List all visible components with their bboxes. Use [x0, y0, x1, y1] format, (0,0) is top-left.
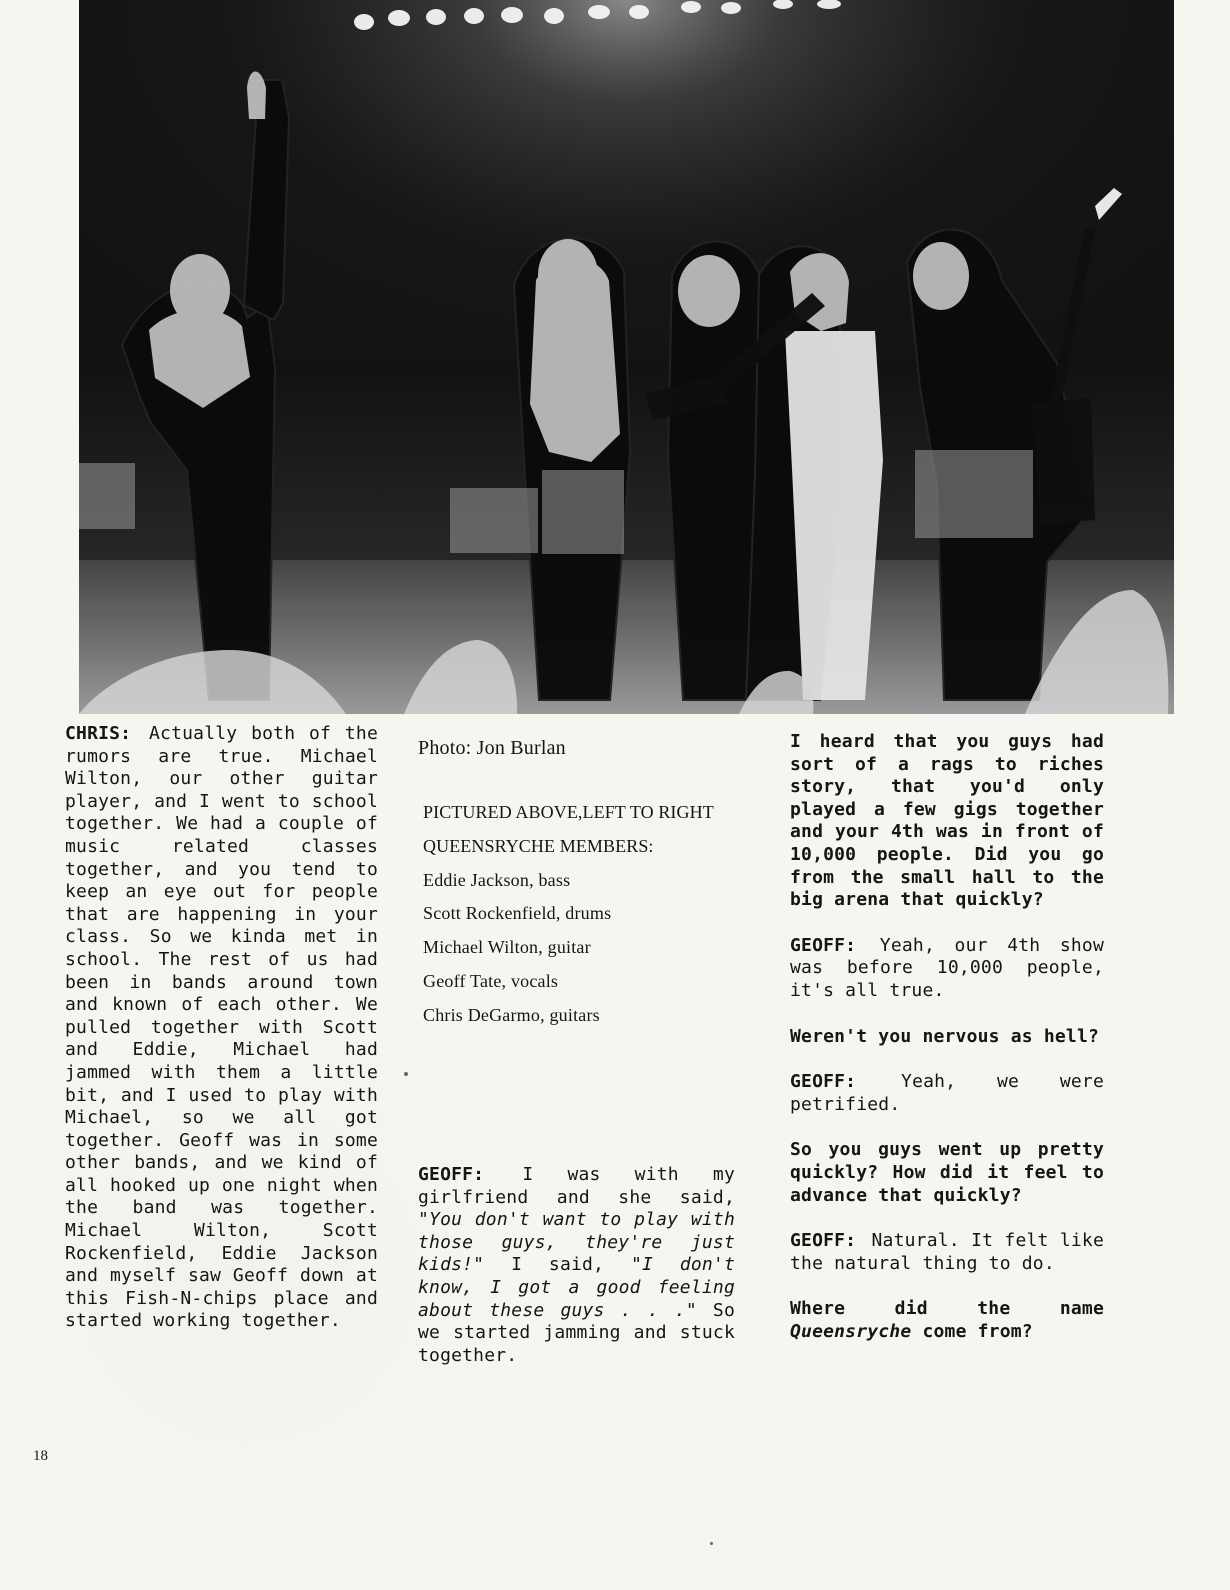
question-4 — [790, 1298, 1104, 1343]
caption-heading: PICTURED ABOVE,LEFT TO RIGHT — [423, 802, 714, 822]
question-1: I heard that you guys had sort of a rags to riches story, that you'd only played a few gigs together and your 4th was in front of 10,000 people. Did you go from the small hall to the big arena that quickly? — [790, 731, 1104, 911]
caption-member-4: Geoff Tate, vocals — [423, 970, 559, 991]
caption-member-3: Michael Wilton, guitar — [423, 937, 591, 958]
geoff-story-paragraph — [418, 1164, 735, 1367]
question-4-suffix: come from? — [922, 1320, 1033, 1342]
question-4-name: Queensryche — [790, 1320, 912, 1342]
page-number: 18 — [33, 1448, 48, 1464]
geoff-story-intro: I was with my girlfriend and she said, — [418, 1164, 735, 1208]
speck-mark-1 — [404, 1072, 408, 1076]
answer-2-text: Yeah, we were petrified. — [790, 1071, 1105, 1115]
caption-subheading: QUEENSRYCHE MEMBERS: — [423, 835, 654, 856]
photo-credit-block — [418, 736, 733, 760]
answer-3 — [790, 1230, 1104, 1275]
band-photo — [79, 0, 1174, 714]
answer-3-text: Natural. It felt like the natural thing to do. — [790, 1230, 1104, 1274]
geoff-story-quote-2: "I don't know, I got a good feeling about these guys . . ." — [418, 1254, 736, 1321]
geoff-story-bridge: I said, — [511, 1254, 605, 1276]
right-column — [790, 731, 1104, 1343]
question-2: Weren't you nervous as hell? — [790, 1025, 1100, 1047]
answer-3-speaker: GEOFF: — [790, 1230, 857, 1252]
speck-mark-2 — [710, 1542, 713, 1545]
caption-block — [423, 796, 753, 1033]
middle-column — [418, 1164, 735, 1367]
chris-answer-text: Actually both of the rumors are true. Michael Wilton, our other guitar player, and I went to school together. We had a couple of music related classes together, and you tend to keep an eye out for people that are happening in your class. So we kinda met in school. The rest of us had been in bands around town and known of each other. We pulled together with Scott and Eddie, Michael had jammed with them a little bit, and I used to play with Michael, so we all got together. Geoff was in some other bands, and we kind of all hooked up one night when the band was together. Michael Wilton, Scott Rockenfield, Eddie Jackson and myself saw Geoff down at this Fish-N-chips place and started working together. — [65, 723, 378, 1332]
answer-1 — [790, 935, 1104, 1003]
answer-2 — [790, 1071, 1104, 1116]
question-4-prefix: Where did the name — [790, 1298, 1104, 1320]
answer-1-text: Yeah, our 4th show was before 10,000 people, it's all true. — [790, 934, 1104, 1001]
chris-answer-paragraph — [65, 723, 378, 1333]
photo-credit: Photo: Jon Burlan — [418, 737, 566, 759]
caption-member-5: Chris DeGarmo, guitars — [423, 1004, 600, 1025]
left-column — [65, 723, 378, 1333]
answer-2-speaker: GEOFF: — [790, 1071, 857, 1093]
answer-1-speaker: GEOFF: — [790, 934, 857, 956]
caption-member-1: Eddie Jackson, bass — [423, 869, 571, 890]
geoff-story-outro: So we started jamming and stuck together. — [418, 1299, 735, 1366]
geoff-story-quote-1: "You don't want to play with those guys, they're just kids!" — [418, 1209, 735, 1276]
geoff-speaker-label: GEOFF: — [418, 1164, 485, 1185]
caption-member-2: Scott Rockenfield, drums — [423, 903, 612, 924]
band-photo-art — [79, 0, 1174, 714]
chris-speaker-label: CHRIS: — [65, 723, 132, 744]
question-3: So you guys went up pretty quickly? How did it feel to advance that quickly? — [790, 1139, 1104, 1206]
